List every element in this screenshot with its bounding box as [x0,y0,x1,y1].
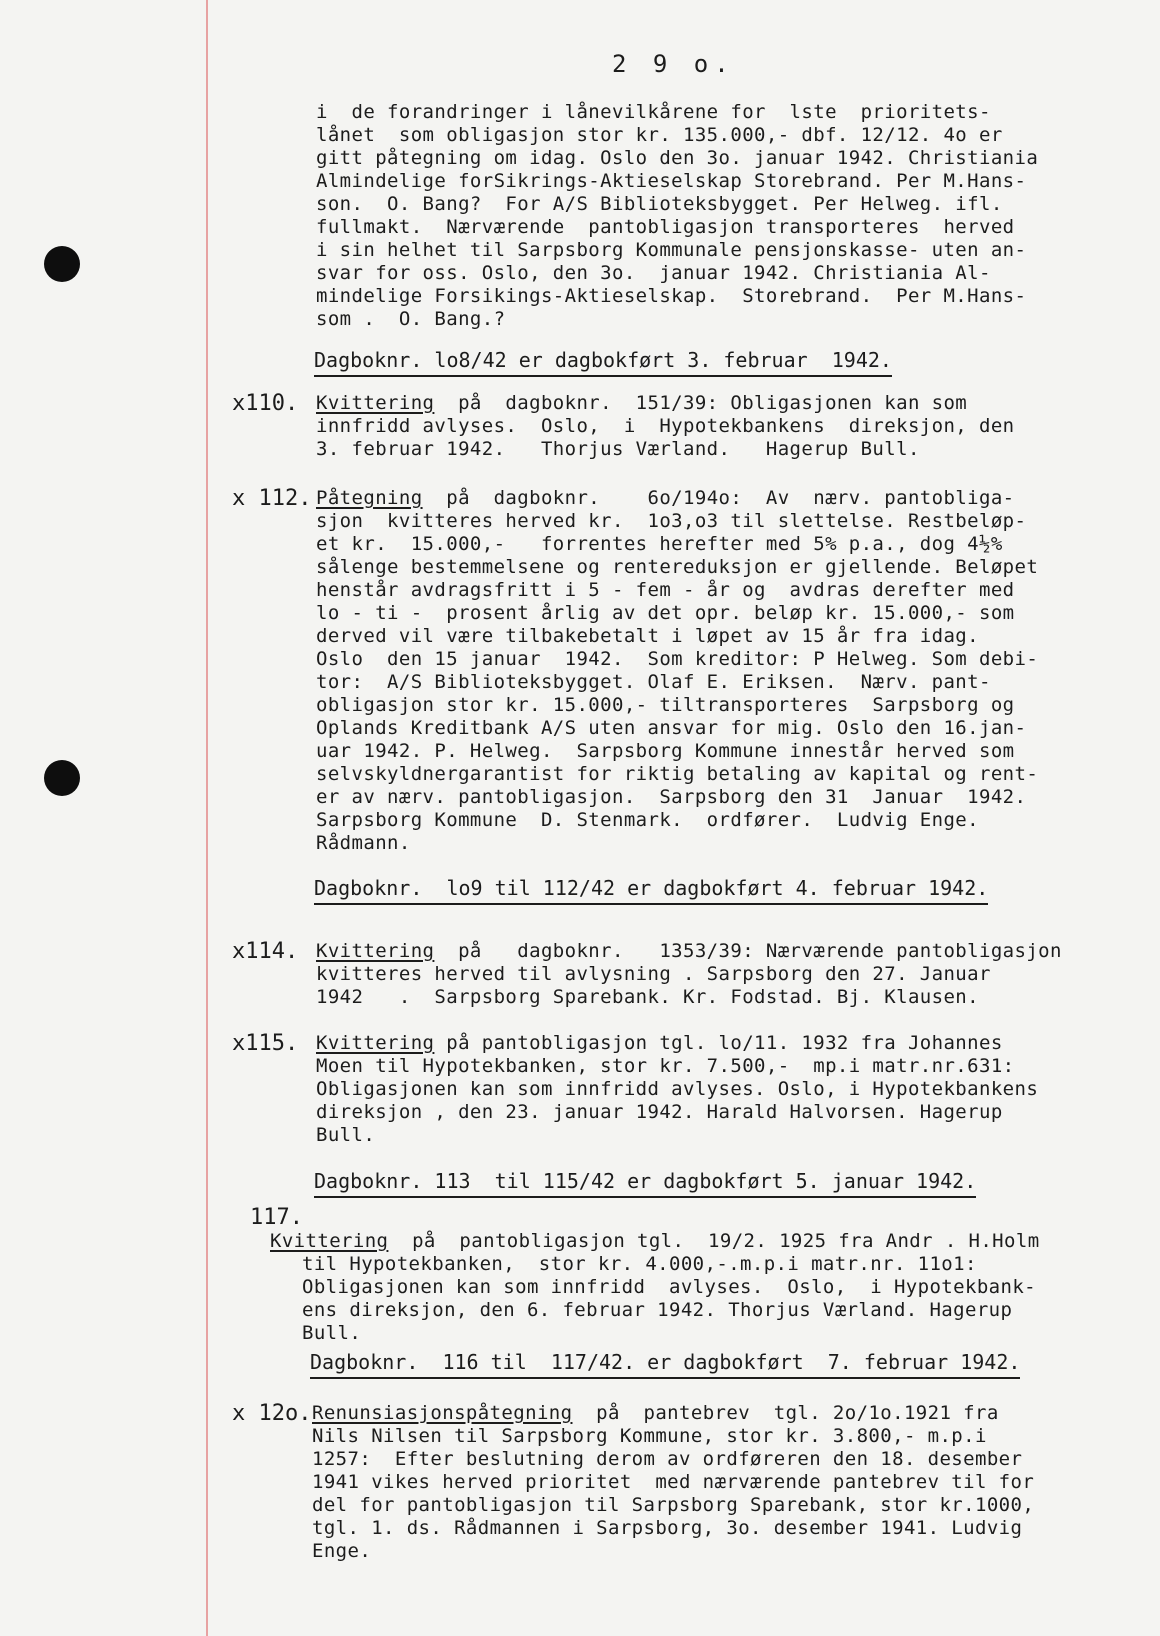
entry-number: x 112. [232,486,312,511]
dagbok-line: Dagboknr. lo8/42 er dagbokført 3. februar 1942. [314,348,892,377]
entry-number: 117. [250,1205,303,1230]
text-line: lånet som obligasjon stor kr. 135.000,- dbf. 12/12. 4o er [316,124,1003,146]
text-line: fullmakt. Nærværende pantobligasjon transporteres herved [316,216,1015,238]
continuation-paragraph [316,101,1038,331]
entry-110 [316,392,1015,461]
text-line: til Hypotekbanken, stor kr. 4.000,-.m.p.i matr.nr. 11o1: [302,1253,977,1275]
entry-number: x 12o. [232,1401,312,1426]
text-line: Sarpsborg Kommune D. Stenmark. ordfører. Ludvig Enge. [316,809,979,831]
text-line: Renunsiasjonspåtegning på pantebrev tgl. 2o/1o.1921 fra [312,1402,999,1424]
text-line: uar 1942. P. Helweg. Sarpsborg Kommune innestår herved som [316,740,1015,762]
text-line: Kvittering på dagboknr. 151/39: Obligasjonen kan som [316,392,968,414]
text-line: gitt påtegning om idag. Oslo den 3o. januar 1942. Christiania [316,147,1039,169]
text-line: tgl. 1. ds. Rådmannen i Sarpsborg, 3o. desember 1941. Ludvig [312,1517,1023,1539]
text-line: tor: A/S Biblioteksbygget. Olaf E. Eriksen. Nærv. pant- [316,671,991,693]
text-line: Bull. [302,1322,362,1344]
text-line: Almindelige forSikrings-Aktieselskap Storebrand. Per M.Hans- [316,170,1027,192]
text-line: Oslo den 15 januar 1942. Som kreditor: P Helweg. Som debi- [316,648,1039,670]
page-number: 2 9 o. [612,50,735,78]
text-line: innfridd avlyses. Oslo, i Hypotekbankens direksjon, den [316,415,1015,437]
text-line: svar for oss. Oslo, den 3o. januar 1942. Christiania Al- [316,262,991,284]
text-line: sjon kvitteres herved kr. 1o3,o3 til slettelse. Restbeløp- [316,510,1027,532]
entry-117 [270,1230,1040,1345]
text-line: kvitteres herved til avlysning . Sarpsborg den 27. Januar [316,963,991,985]
text-line: Obligasjonen kan som innfridd avlyses. Oslo, i Hypotekbankens [316,1078,1039,1100]
text-line: henstår avdragsfritt i 5 - fem - år og avdras derefter med [316,579,1015,601]
entry-heading: Kvittering [316,1032,435,1054]
text-line: er av nærv. pantobligasjon. Sarpsborg den 31 Januar 1942. [316,786,1027,808]
text-line: derved vil være tilbakebetalt i løpet av 15 år fra idag. [316,625,979,647]
entry-number: x114. [232,939,299,964]
text-line: 1941 vikes herved prioritet med nærværende pantebrev til for [312,1471,1035,1493]
entry-112 [316,487,1038,855]
text-line: sålenge bestemmelsene og rentereduksjon er gjellende. Beløpet [316,556,1039,578]
text-line: 1942 . Sarpsborg Sparebank. Kr. Fodstad. Bj. Klausen. [316,986,979,1008]
punch-hole [44,760,80,796]
entry-heading: Påtegning [316,487,423,509]
text-line: ens direksjon, den 6. februar 1942. Thorjus Værland. Hagerup [302,1299,1013,1321]
entry-120 [312,1402,1034,1563]
text-line: Påtegning på dagboknr. 6o/194o: Av nærv. pantobliga- [316,487,1015,509]
text-line: Enge. [312,1540,372,1562]
entry-heading: Kvittering [270,1230,389,1252]
text-line: 1257: Efter beslutning derom av ordføreren den 18. desember [312,1448,1023,1470]
text-line: Nils Nilsen til Sarpsborg Kommune, stor kr. 3.800,- m.p.i [312,1425,987,1447]
margin-line [206,0,208,1636]
dagbok-line: Dagboknr. lo9 til 112/42 er dagbokført 4. februar 1942. [314,876,988,905]
text-line: obligasjon stor kr. 15.000,- tiltransporteres Sarpsborg og [316,694,1015,716]
text-line: mindelige Forsikings-Aktieselskap. Storebrand. Per M.Hans- [316,285,1027,307]
dagbok-line: Dagboknr. 116 til 117/42. er dagbokført 7. februar 1942. [310,1350,1020,1379]
entry-heading: Renunsiasjonspåtegning [312,1402,573,1424]
entry-heading: Kvittering [316,392,435,414]
text-line: Rådmann. [316,832,411,854]
entry-114 [316,940,1062,1009]
dagbok-line: Dagboknr. 113 til 115/42 er dagbokført 5. januar 1942. [314,1169,976,1198]
text-line: son. O. Bang? For A/S Biblioteksbygget. Per Helweg. ifl. [316,193,1003,215]
text-line: Kvittering på pantobligasjon tgl. 19/2. 1925 fra Andr . H.Holm [270,1230,1040,1252]
entry-115 [316,1032,1038,1147]
entry-number: x110. [232,391,299,416]
text-line: Oplands Kreditbank A/S uten ansvar for mig. Oslo den 16.jan- [316,717,1027,739]
entry-heading: Kvittering [316,940,435,962]
text-line: i de forandringer i lånevilkårene for lste prioritets- [316,101,991,123]
text-line: i sin helhet til Sarpsborg Kommunale pensjonskasse- uten an- [316,239,1027,261]
text-line: 3. februar 1942. Thorjus Værland. Hagerup Bull. [316,438,920,460]
text-line: Bull. [316,1124,376,1146]
text-line: Kvittering på dagboknr. 1353/39: Nærværende pantobligasjon [316,940,1062,962]
text-line: lo - ti - prosent årlig av det opr. beløp kr. 15.000,- som [316,602,1015,624]
punch-hole [44,246,80,282]
text-line: Obligasjonen kan som innfridd avlyses. Oslo, i Hypotekbank- [302,1276,1037,1298]
text-line: selvskyldnergarantist for riktig betaling av kapital og rent- [316,763,1039,785]
text-line: direksjon , den 23. januar 1942. Harald Halvorsen. Hagerup [316,1101,1003,1123]
text-line: Kvittering på pantobligasjon tgl. lo/11. 1932 fra Johannes [316,1032,1003,1054]
entry-number: x115. [232,1031,299,1056]
text-line: del for pantobligasjon til Sarpsborg Sparebank, stor kr.1000, [312,1494,1035,1516]
text-line: Moen til Hypotekbanken, stor kr. 7.500,- mp.i matr.nr.631: [316,1055,1015,1077]
text-line: et kr. 15.000,- forrentes herefter med 5% p.a., dog 4½% [316,533,1003,555]
text-line: som . O. Bang.? [316,308,506,330]
